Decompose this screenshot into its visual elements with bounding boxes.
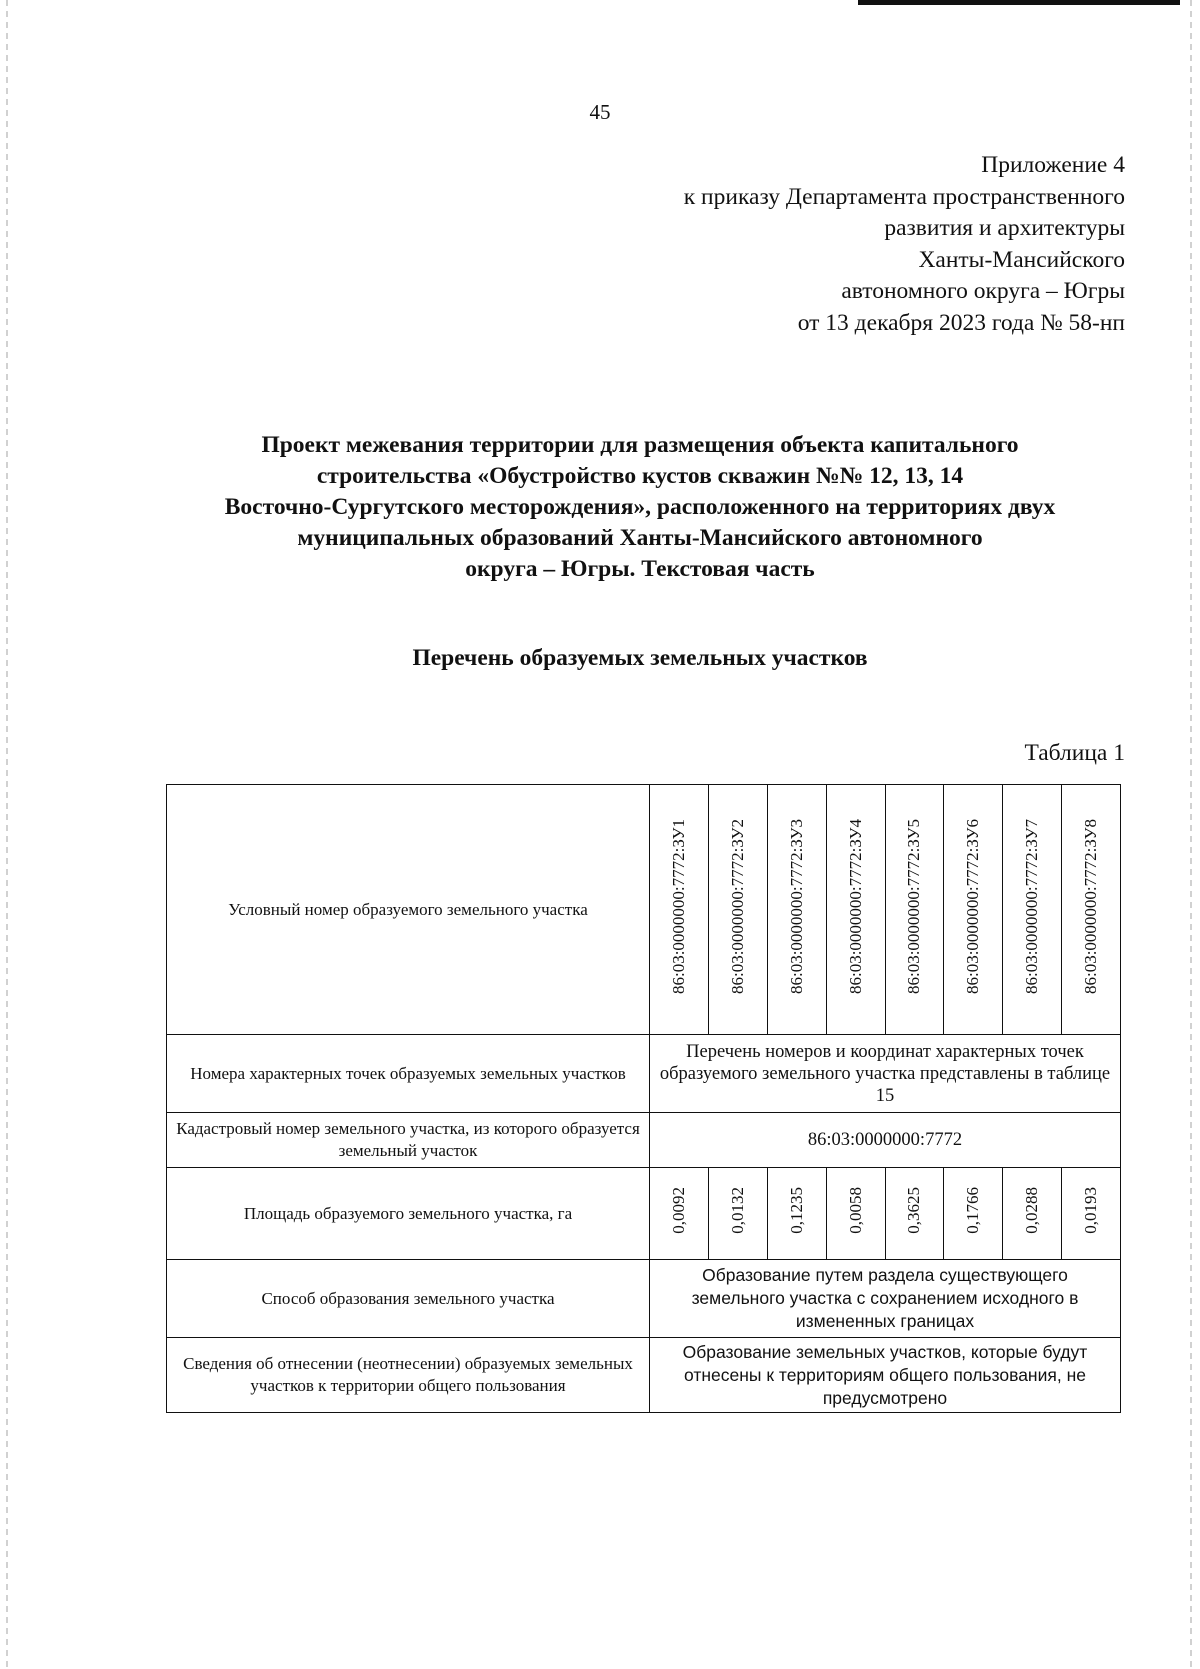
- area-cell: [826, 1168, 885, 1260]
- parcel-number-cell: [944, 785, 1003, 1035]
- table-row: [167, 1035, 1121, 1113]
- title-line: Восточно-Сургутского месторождения», расположенного на территориях двух: [224, 494, 1056, 520]
- parcel-number: 86:03:0000000:7772:ЗУ8: [1081, 818, 1101, 995]
- row-label-method: Способ образования земельного участка: [167, 1260, 650, 1338]
- title-line: строительства «Обустройство кустов скважин №№ 12, 13, 14: [316, 463, 964, 489]
- title-line: Проект межевания территории для размещения объекта капитального: [261, 432, 1019, 458]
- area-cell: [708, 1168, 767, 1260]
- table-row: [167, 1260, 1121, 1338]
- area-cell: [1003, 1168, 1062, 1260]
- parcel-number: 86:03:0000000:7772:ЗУ7: [1022, 818, 1042, 995]
- row-label-points: Номера характерных точек образуемых земельных участков: [167, 1035, 650, 1113]
- table-label: Таблица 1: [1024, 740, 1125, 766]
- table-row: [167, 1113, 1121, 1168]
- title-line: округа – Югры. Текстовая часть: [465, 556, 815, 582]
- appendix-line: Приложение 4: [981, 152, 1125, 178]
- parcel-number: 86:03:0000000:7772:ЗУ1: [668, 818, 688, 995]
- parcel-number: 86:03:0000000:7772:ЗУ6: [963, 818, 983, 995]
- parcel-number: 86:03:0000000:7772:ЗУ5: [904, 818, 924, 995]
- parcel-number-cell: [1003, 785, 1062, 1035]
- area-cell: [650, 1168, 709, 1260]
- appendix-line: к приказу Департамента пространственного: [683, 183, 1125, 210]
- list-heading: Перечень образуемых земельных участков: [412, 645, 868, 671]
- area-cell: [885, 1168, 944, 1260]
- row-label-common-use: Сведения об отнесении (неотнесении) образуемых земельных участков к территории общего пользования: [167, 1338, 650, 1413]
- title-line: муниципальных образований Ханты-Мансийского автономного: [297, 525, 983, 551]
- table-row: [167, 1338, 1121, 1413]
- page-number: 45: [589, 100, 611, 124]
- table-row: [167, 1168, 1121, 1260]
- parcel-number-cell: [1062, 785, 1121, 1035]
- area-value: 0,0058: [845, 1187, 865, 1234]
- row-label-area: Площадь образуемого земельного участка, га: [167, 1168, 650, 1260]
- parcel-number-cell: [885, 785, 944, 1035]
- method-value: Образование путем раздела существующего земельного участка с сохранением исходного в измененных границах: [650, 1260, 1121, 1338]
- area-value: 0,0288: [1022, 1187, 1042, 1234]
- area-cell: [767, 1168, 826, 1260]
- row-label-parcel-number: Условный номер образуемого земельного участка: [167, 785, 650, 1035]
- area-value: 0,3625: [904, 1187, 924, 1234]
- top-edge-rule: [858, 0, 1180, 5]
- area-value: 0,1766: [963, 1187, 983, 1234]
- document-title: [140, 430, 1140, 585]
- parcel-number-cell: [767, 785, 826, 1035]
- points-value: Перечень номеров и координат характерных точек образуемого земельного участка представлены в таблице 15: [650, 1035, 1121, 1113]
- area-value: 0,0193: [1081, 1187, 1101, 1234]
- appendix-line: от 13 декабря 2023 года № 58-нп: [797, 309, 1125, 336]
- row-label-source-cadastral: Кадастровый номер земельного участка, из которого образуется земельный участок: [167, 1113, 650, 1168]
- appendix-header: [684, 150, 1125, 339]
- scan-right-edge: [1190, 0, 1192, 1669]
- appendix-line: Ханты-Мансийского: [918, 246, 1125, 273]
- parcel-number: 86:03:0000000:7772:ЗУ2: [727, 818, 747, 995]
- parcel-number-cell: [650, 785, 709, 1035]
- common-use-value: Образование земельных участков, которые будут отнесены к территориям общего пользования, не предусмотрено: [650, 1338, 1121, 1413]
- parcel-number: 86:03:0000000:7772:ЗУ3: [786, 818, 806, 995]
- table-row: [167, 785, 1121, 1035]
- parcel-number-cell: [708, 785, 767, 1035]
- parcel-number-cell: [826, 785, 885, 1035]
- appendix-line: автономного округа – Югры: [841, 278, 1125, 304]
- parcels-table: [166, 784, 1121, 1413]
- area-cell: [944, 1168, 1003, 1260]
- appendix-line: развития и архитектуры: [884, 215, 1125, 241]
- scan-left-edge: [6, 0, 8, 1669]
- area-cell: [1062, 1168, 1121, 1260]
- source-cadastral-value: 86:03:0000000:7772: [650, 1113, 1121, 1168]
- area-value: 0,0132: [727, 1187, 747, 1234]
- parcel-number: 86:03:0000000:7772:ЗУ4: [845, 818, 865, 995]
- area-value: 0,0092: [668, 1187, 688, 1234]
- area-value: 0,1235: [786, 1187, 806, 1234]
